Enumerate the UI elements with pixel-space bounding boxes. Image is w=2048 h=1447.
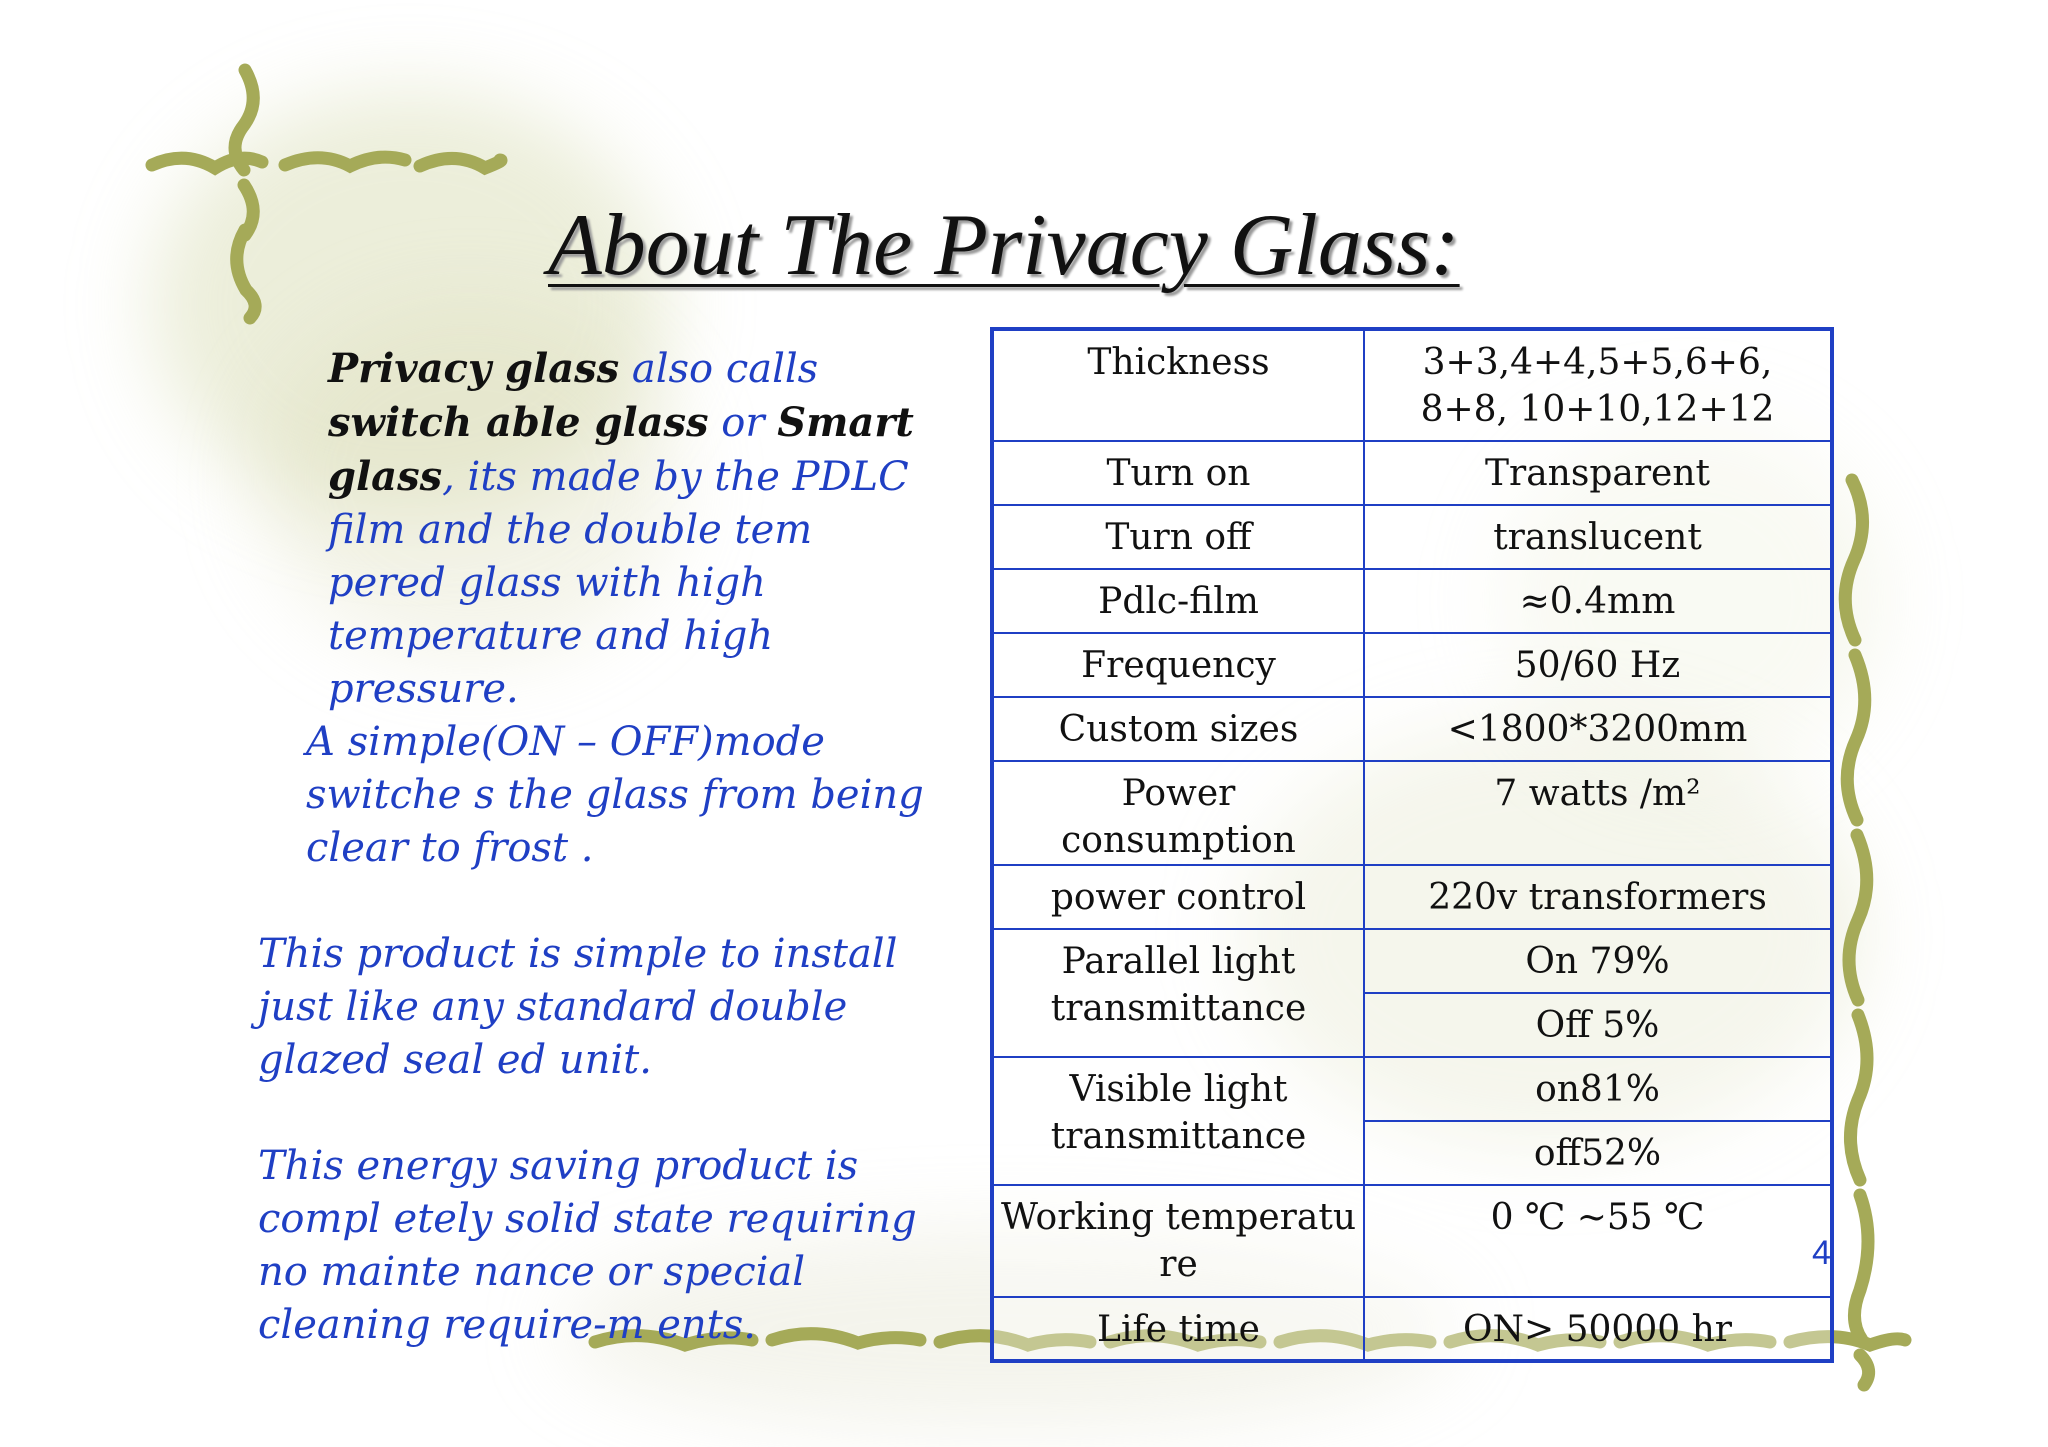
intro-paragraph: Privacy glass also calls switch able glass or Smart glass, its made by the PDLC film and the double tem pered glass with high temperature and high pressure. xyxy=(328,345,914,712)
spec-value-frequency: 50/60 Hz xyxy=(1364,633,1832,697)
spec-label-working-temperature: Working temperatu re xyxy=(992,1185,1364,1297)
spec-label-life-time: Life time xyxy=(992,1297,1364,1361)
table-row xyxy=(992,505,1832,569)
spec-label-power: Power consumption xyxy=(992,761,1364,865)
table-row xyxy=(992,1057,1832,1121)
spec-label-visible-light: Visible light transmittance xyxy=(992,1057,1364,1185)
spec-value-life-time: ON> 50000 hr xyxy=(1364,1297,1832,1361)
spec-table xyxy=(990,327,1834,1363)
mode-paragraph: A simple(ON – OFF)mode switche s the glass from being clear to frost . xyxy=(306,719,924,871)
table-row xyxy=(992,929,1832,993)
spec-value-working-temperature: 0 ℃ ~55 ℃ xyxy=(1364,1185,1832,1297)
spec-label-turn-on: Turn on xyxy=(992,441,1364,505)
table-row xyxy=(992,569,1832,633)
spec-label-frequency: Frequency xyxy=(992,633,1364,697)
spec-value-pdlc: ≈0.4mm xyxy=(1364,569,1832,633)
term-smart-glass: Smart glass xyxy=(328,399,914,500)
spec-label-thickness: Thickness xyxy=(992,329,1364,441)
table-row xyxy=(992,1297,1832,1361)
energy-paragraph: This energy saving product is compl etely solid state requiring no mainte nance or special cleaning require-m ents. xyxy=(258,1143,917,1348)
spec-value-visible-on: on81% xyxy=(1364,1057,1832,1121)
spec-value-parallel-on: On 79% xyxy=(1364,929,1832,993)
table-row xyxy=(992,1185,1832,1297)
spec-label-pdlc: Pdlc-film xyxy=(992,569,1364,633)
description-text xyxy=(258,342,938,1352)
spec-value-thickness: 3+3,4+4,5+5,6+6, 8+8, 10+10,12+12 xyxy=(1364,329,1832,441)
table-row xyxy=(992,761,1832,865)
spec-value-visible-off: off52% xyxy=(1364,1121,1832,1185)
table-row xyxy=(992,865,1832,929)
term-privacy-glass: Privacy glass xyxy=(328,345,620,392)
page-number: 4 xyxy=(1812,1234,1831,1272)
spec-value-power-control: 220v transformers xyxy=(1364,865,1832,929)
page-title: About The Privacy Glass: xyxy=(548,197,1460,294)
spec-value-power: 7 watts /m² xyxy=(1364,761,1832,865)
paragraph-gap xyxy=(258,1087,938,1140)
spec-label-parallel-light: Parallel light transmittance xyxy=(992,929,1364,1057)
spec-value-turn-on: Transparent xyxy=(1364,441,1832,505)
spec-value-parallel-off: Off 5% xyxy=(1364,993,1832,1057)
table-row xyxy=(992,697,1832,761)
spec-label-turn-off: Turn off xyxy=(992,505,1364,569)
table-row xyxy=(992,329,1832,441)
table-row xyxy=(992,633,1832,697)
install-paragraph: This product is simple to install just like any standard double glazed seal ed unit. xyxy=(258,931,898,1083)
table-row xyxy=(992,441,1832,505)
spec-label-custom-sizes: Custom sizes xyxy=(992,697,1364,761)
term-switchable-glass: switch able glass xyxy=(328,399,709,446)
spec-label-power-control: power control xyxy=(992,865,1364,929)
spec-value-custom-sizes: <1800*3200mm xyxy=(1364,697,1832,761)
paragraph-gap xyxy=(258,875,938,928)
spec-value-turn-off: translucent xyxy=(1364,505,1832,569)
